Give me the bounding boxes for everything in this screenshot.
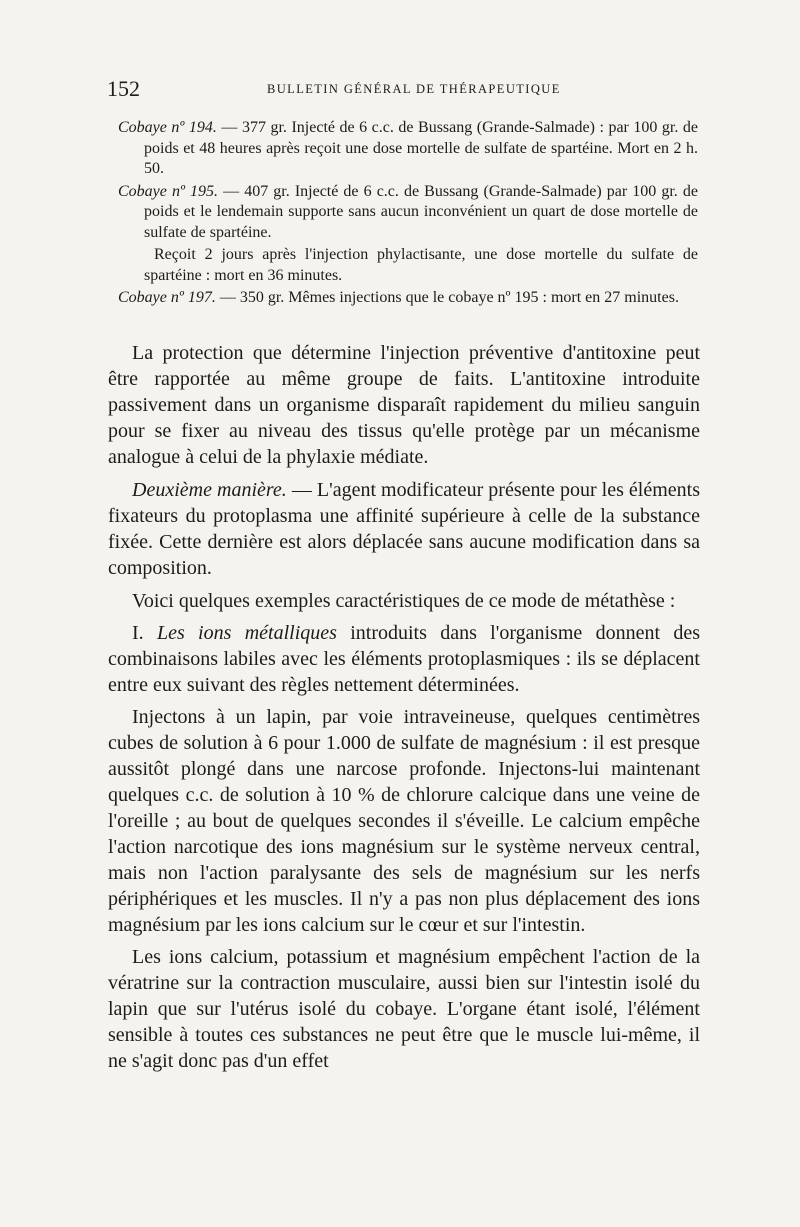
paragraph-text: Les ions calcium, potassium et magnésium empêchent l'action de la vératrine sur la contraction musculaire, aussi bien sur l'intestin isolé du lapin que sur l'utérus isolé du cobaye. L'organe étant isolé, l'élément sensible à toutes ces substances ne peut être que le muscle lui-même, il ne s'agit donc pas d'un effet — [108, 946, 700, 1072]
note-text: — 407 gr. Injecté de 6 c.c. de Bussang (Grande-Salmade) par 100 gr. de poids et le lendemain supporte sans aucun inconvénient un quart de dose mortelle de sulfate de spartéine. — [144, 182, 698, 241]
note-cobaye-195-continued — [118, 245, 698, 286]
section-lead: Les ions métalliques — [156, 622, 337, 644]
note-text: — 377 gr. Injecté de 6 c.c. de Bussang (Grande-Salmade) : par 100 gr. de poids et 48 heures après reçoit une dose mortelle de sulfate de spartéine. Mort en 2 h. 50. — [144, 119, 699, 177]
note-cobaye-195 — [118, 182, 698, 244]
running-title: BULLETIN GÉNÉRAL DE THÉRAPEUTIQUE — [267, 82, 561, 96]
paragraph-text: — L'agent modificateur présente pour les éléments fixateurs du protoplasma une affinité supérieure à celle de la substance fixée. Cette dernière est alors déplacée sans aucune modification dans sa composition. — [108, 479, 700, 579]
section-lead: Deuxième manière. — [132, 479, 287, 501]
list-number: I. — [132, 622, 157, 644]
note-cobaye-197 — [118, 288, 698, 309]
paragraph-text: La protection que détermine l'injection préventive d'antitoxine peut être rapportée au même groupe de faits. L'antitoxine introduite passivement dans un organisme disparaît rapidement du milieu sanguin pour se fixer au niveau des tissus qu'elle protège par un mécanisme analogue à celui de la phylaxie médiate. — [108, 342, 700, 468]
note-label: Cobaye nº 194. — [118, 119, 217, 136]
paragraph-text: Voici quelques exemples caractéristiques de ce mode de métathèse : — [132, 590, 676, 612]
body-text — [108, 340, 700, 1074]
paragraph-ions-metalliques — [108, 620, 700, 698]
note-text: Reçoit 2 jours après l'injection phylactisante, une dose mortelle du sulfate de spartéine : mort en 36 minutes. — [144, 246, 698, 284]
paragraph-veratrine — [108, 944, 700, 1074]
experiment-notes — [118, 118, 698, 311]
paragraph-antitoxine — [108, 340, 700, 470]
paragraph-lapin-experiment — [108, 704, 700, 938]
page-number: 152 — [107, 76, 140, 101]
paragraph-text: introduits dans l'organisme donnent des combinaisons labiles avec les éléments protoplasmiques : ils se déplacent entre eux suivant des règles nettement déterminées. — [108, 622, 700, 696]
note-label: Cobaye nº 197. — [118, 289, 216, 306]
paragraph-exemples — [108, 588, 700, 614]
paragraph-deuxieme-maniere — [108, 477, 700, 581]
note-text: — 350 gr. Mêmes injections que le cobaye nº 195 : mort en 27 minutes. — [215, 289, 679, 306]
note-cobaye-194 — [118, 118, 698, 180]
note-label: Cobaye nº 195. — [118, 182, 219, 200]
page-header — [107, 76, 699, 102]
paragraph-text: Injectons à un lapin, par voie intraveineuse, quelques centimètres cubes de solution à 6 pour 1.000 de sulfate de magnésium : il est presque aussitôt plongé dans une narcose profonde. Injectons-lui maintenant quelques c.c. de solution à 10 % de chlorure calcique dans une veine de l'oreille ; au bout de quelques secondes il s'éveille. Le calcium empêche l'action narcotique des ions magnésium sur le système nerveux central, mais non l'action paralysante des sels de magnésium sur les nerfs périphériques et les muscles. Il n'y a pas non plus déplacement des ions magnésium par les ions calcium sur le cœur et sur l'intestin. — [108, 706, 700, 936]
